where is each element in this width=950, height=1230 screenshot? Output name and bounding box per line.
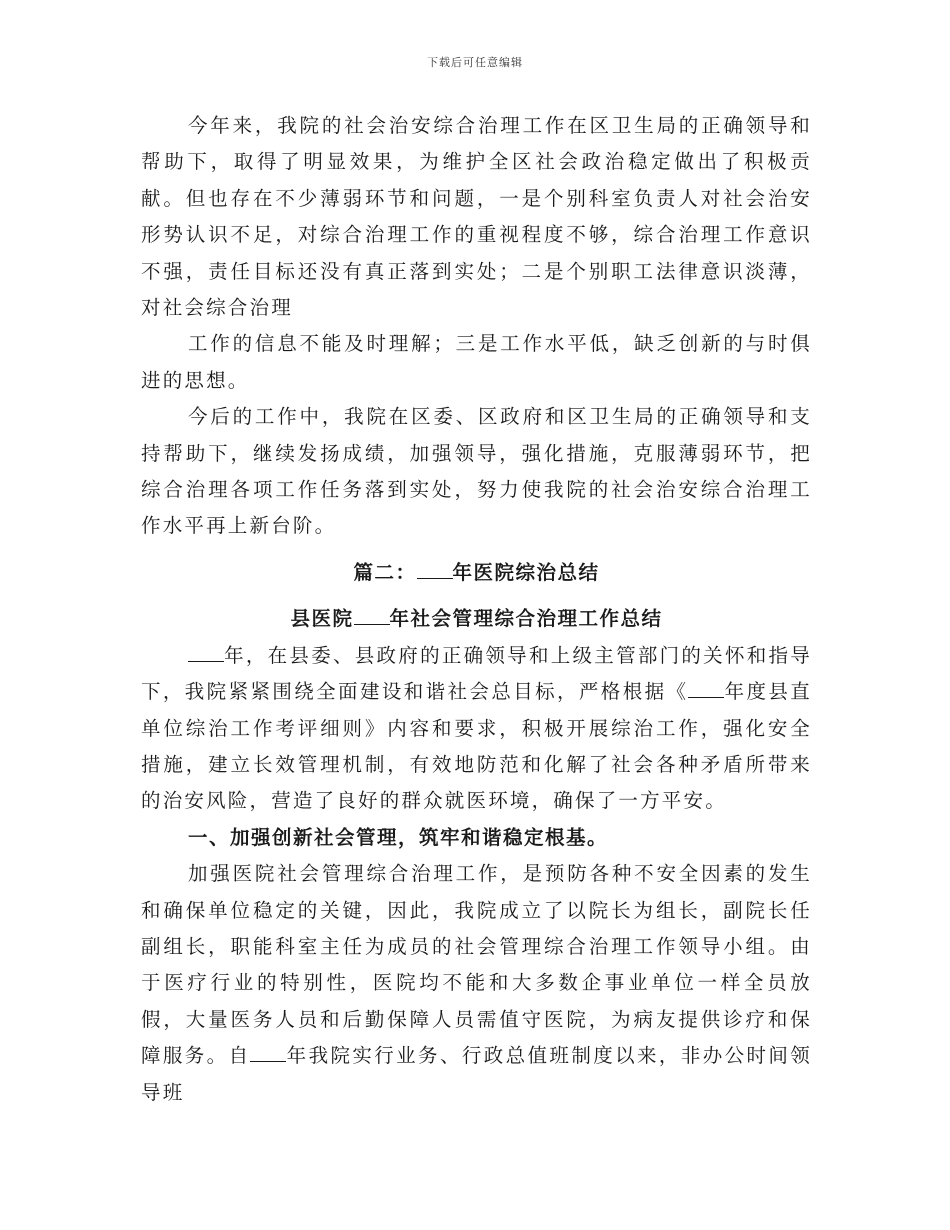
article-heading [141,555,812,591]
article-heading-prefix: 篇二： [353,560,417,584]
blank-underline [250,1043,286,1062]
paragraph-5 [141,856,812,1111]
blank-underline [688,679,724,698]
paragraph-5-part-b: 年我院实行业务、行政总值班制度以来，非办公时间领导班 [141,1044,812,1104]
paragraph-4-part-a: 年，在县委、县政府的正确领导和上级主管部门的关怀和指导下，我院紧紧围绕全面建设和谐社会总目标，严格根据《 [141,643,812,704]
paragraph-4 [141,638,812,820]
article-heading-suffix: 年医院综治总结 [452,560,600,584]
paragraph-1: 今年来，我院的社会治安综合治理工作在区卫生局的正确领导和帮助下，取得了明显效果，为维护全区社会政治稳定做出了积极贡献。但也存在不少薄弱环节和问题，一是个别科室负责人对社会治安形势认识不足，对综合治理工作的重视程度不够，综合治理工作意识不强，责任目标还没有真正落到实处；二是个别职工法律意识淡薄，对社会综合治理 [141,114,812,320]
document-title [141,601,812,637]
section-heading-1: 一、加强创新社会管理，筑牢和谐稳定根基。 [188,825,609,849]
page-header: 下载后可任意编辑 [427,56,523,69]
blank-underline [354,606,390,625]
paragraph-5-part-a: 加强医院社会管理综合治理工作，是预防各种不安全因素的发生和确保单位稳定的关键，因此，我院成立了以院长为组长，副院长任副组长，职能科室主任为成员的社会管理综合治理工作领导小组。由于医疗行业的特别性，医院均不能和大多数企事业单位一样全员放假，大量医务人员和后勤保障人员需值守医院，为病友提供诊疗和保障服务。自 [141,862,812,1068]
paragraph-2: 工作的信息不能及时理解；三是工作水平低，缺乏创新的与时俱进的思想。 [141,332,812,392]
paragraph-3: 今后的工作中，我院在区委、区政府和区卫生局的正确领导和支持帮助下，继续发扬成绩，加强领导，强化措施，克服薄弱环节，把综合治理各项工作任务落到实处，努力使我院的社会治安综合治理工作水平再上新台阶。 [141,405,812,538]
blank-underline [188,643,224,662]
paragraph-4-part-b: 年度县直单位综治工作考评细则》内容和要求，积极开展综治工作，强化安全措施，建立长效管理机制，有效地防范和化解了社会各种矛盾所带来的治安风险，营造了良好的群众就医环境，确保了一方平安。 [141,680,812,813]
document-title-prefix: 县医院 [290,607,354,631]
document-title-suffix: 年社会管理综合治理工作总结 [389,607,663,631]
blank-underline [417,560,453,579]
document-body [141,108,812,1111]
